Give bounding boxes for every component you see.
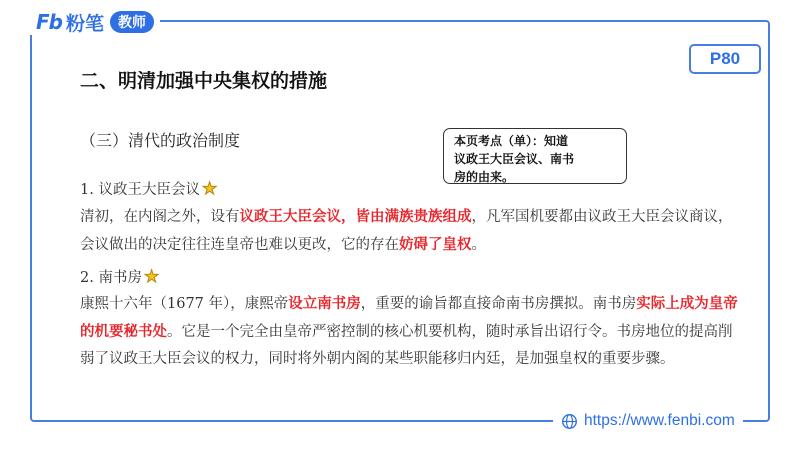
website-url[interactable]: https://www.fenbi.com: [584, 412, 735, 429]
text-run: 清初，在内阁之外，设有: [80, 209, 240, 225]
note-line: 房的由来。: [454, 170, 515, 184]
text-run: 康熙十六年（1677 年），康熙帝: [80, 296, 289, 312]
section-heading: （三）清代的政治制度: [80, 131, 241, 150]
text-run: 。: [471, 237, 486, 253]
highlight-text: 议政王大臣会议，皆由满族贵族组成: [239, 208, 472, 225]
note-line: 本页考点（单）：知道: [454, 134, 569, 148]
item2-paragraph: [80, 290, 740, 373]
star-icon: ★: [201, 179, 218, 199]
logo-name: 粉笔: [65, 12, 104, 35]
logo-mark: Fb: [36, 10, 62, 34]
page-title: 二、明清加强中央集权的措施: [80, 70, 328, 92]
text-run: ，重要的谕旨都直接命南书房撰拟。南书房: [360, 296, 637, 312]
logo-badge: 教师: [110, 11, 154, 33]
page-number-badge: P80: [689, 44, 761, 74]
globe-icon: [561, 413, 578, 430]
website-link[interactable]: [553, 407, 743, 435]
item2-heading: 2. 南书房: [80, 270, 142, 286]
item1-heading: 1. 议政王大臣会议: [80, 182, 200, 198]
item2-heading-row: [80, 264, 740, 292]
text-run: 。它是一个完全由皇帝严密控制的核心机要机构，随时承旨出诏行令。书房地位的提高削弱了议政王大臣会议的权力，同时将外朝内阁的某些职能移归内廷，是加强皇权的重要步骤。: [80, 324, 733, 367]
highlight-text: 实际上成为皇帝的机要秘书处: [80, 295, 738, 340]
star-icon: ★: [143, 267, 160, 287]
text-run: ，凡军国机要都由议政王大臣会议商议，会议做出的决定往往连皇帝也难以更改，它的存在: [80, 209, 733, 253]
item1-paragraph: [80, 203, 740, 259]
note-line: 议政王大臣会议、南书: [454, 152, 575, 166]
item1-heading-row: [80, 176, 740, 204]
brand-logo: [30, 9, 160, 35]
highlight-text: 设立南书房: [288, 295, 361, 312]
highlight-text: 妨碍了皇权: [399, 236, 472, 253]
